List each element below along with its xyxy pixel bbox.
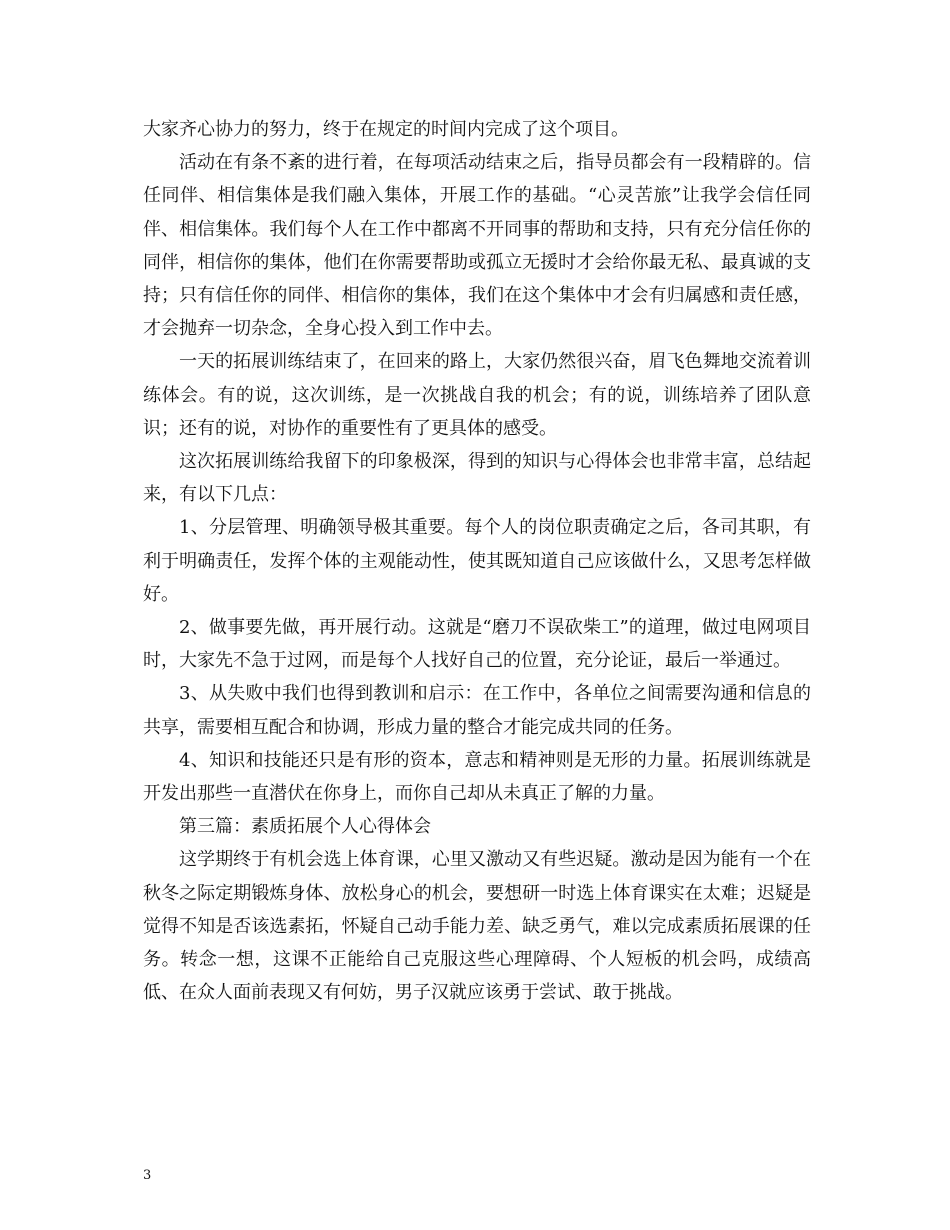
list-item: 1、分层管理、明确领导极其重要。每个人的岗位职责确定之后，各司其职，有利于明确责任，发挥个体的主观能动性，使其既知道自己应该做什么，又思考怎样做好。 xyxy=(143,517,811,605)
paragraph: 活动在有条不紊的进行着，在每项活动结束之后，指导员都会有一段精辟的。信任同伴、相信集体是我们融入集体，开展工作的基础。“心灵苦旅”让我学会信任同伴、相信集体。我们每个人在工作中都离不开同事的帮助和支持，只有充分信任你的同伴，相信你的集体，他们在你需要帮助或孤立无援时才会给你最无私、最真诚的支持；只有信任你的同伴、相信你的集体，我们在这个集体中才会有归属感和责任感，才会抛弃一切杂念，全身心投入到工作中去。 xyxy=(143,152,811,340)
list-item: 3、从失败中我们也得到教训和启示：在工作中，各单位之间需要沟通和信息的共享，需要相互配合和协调，形成力量的整合才能完成共同的任务。 xyxy=(143,683,811,738)
paragraph: 这次拓展训练给我留下的印象极深，得到的知识与心得体会也非常丰富，总结起来，有以下几点： xyxy=(143,451,811,506)
page-number: 3 xyxy=(143,1168,152,1183)
paragraph: 这学期终于有机会选上体育课，心里又激动又有些迟疑。激动是因为能有一个在秋冬之际定期锻炼身体、放松身心的机会，要想研一时选上体育课实在太难；迟疑是觉得不知是否该选素拓，怀疑自己动手能力差、缺乏勇气，难以完成素质拓展课的任务。转念一想，这课不正能给自己克服这些心理障碍、个人短板的机会吗，成绩高低、在众人面前表现又有何妨，男子汉就应该勇于尝试、敢于挑战。 xyxy=(143,849,811,1004)
paragraph: 一天的拓展训练结束了，在回来的路上，大家仍然很兴奋，眉飞色舞地交流着训练体会。有的说，这次训练，是一次挑战自我的机会；有的说，训练培养了团队意识；还有的说，对协作的重要性有了更具体的感受。 xyxy=(143,351,811,439)
document-body xyxy=(143,113,811,1009)
section-heading: 第三篇：素质拓展个人心得体会 xyxy=(179,816,431,838)
paragraph: 大家齐心协力的努力，终于在规定的时间内完成了这个项目。 xyxy=(143,119,629,140)
list-item: 4、知识和技能还只是有形的资本，意志和精神则是无形的力量。拓展训练就是开发出那些一直潜伏在你身上，而你自己却从未真正了解的力量。 xyxy=(143,749,811,805)
list-item: 2、做事要先做，再开展行动。这就是“磨刀不误砍柴工”的道理，做过电网项目时，大家先不急于过网，而是每个人找好自己的位置，充分论证，最后一举通过。 xyxy=(143,617,811,672)
